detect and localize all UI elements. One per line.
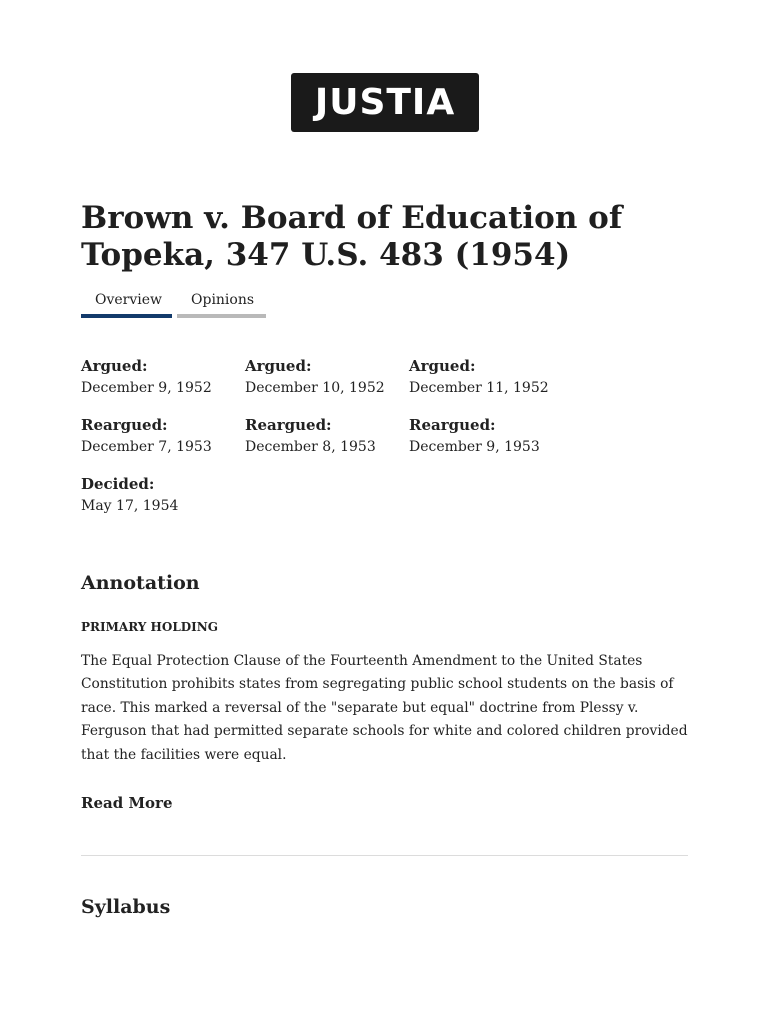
case-dates <box>81 355 571 517</box>
date-value: December 11, 1952 <box>409 380 549 396</box>
read-more-link[interactable]: Read More <box>81 794 173 812</box>
date-entry <box>81 414 245 458</box>
justia-logo[interactable] <box>291 73 479 132</box>
date-label: Reargued: <box>245 416 332 434</box>
date-entry <box>409 355 571 399</box>
date-entry <box>245 355 409 399</box>
date-label: Reargued: <box>409 416 496 434</box>
date-value: May 17, 1954 <box>81 498 179 514</box>
page-title: Brown v. Board of Education of Topeka, 347 U.S. 483 (1954) <box>81 200 623 273</box>
tab-opinions[interactable]: Opinions <box>177 290 266 318</box>
date-label: Argued: <box>245 357 312 375</box>
date-entry <box>245 414 409 458</box>
date-label: Decided: <box>81 475 155 493</box>
tab-overview[interactable]: Overview <box>81 290 172 318</box>
date-entry <box>409 414 571 458</box>
primary-holding-text: The Equal Protection Clause of the Fourteenth Amendment to the United States Constitution prohibits states from segregating public school students on the basis of race. This marked a reversal of the "separate but equal" doctrine from Plessy v. Ferguson that had permitted separate schools for white and colored children provided that the facilities were equal. <box>81 653 688 763</box>
date-label: Argued: <box>409 357 476 375</box>
section-divider <box>81 855 688 856</box>
date-value: December 9, 1952 <box>81 380 212 396</box>
date-value: December 10, 1952 <box>245 380 385 396</box>
date-value: December 8, 1953 <box>245 439 376 455</box>
case-tabs <box>81 290 266 318</box>
date-value: December 9, 1953 <box>409 439 540 455</box>
date-label: Reargued: <box>81 416 168 434</box>
date-label: Argued: <box>81 357 148 375</box>
annotation-heading: Annotation <box>81 572 200 594</box>
primary-holding-label: PRIMARY HOLDING <box>81 620 219 634</box>
syllabus-heading: Syllabus <box>81 896 171 918</box>
date-entry <box>81 355 245 399</box>
logo-text: JUSTIA <box>314 81 456 123</box>
date-entry <box>81 473 245 517</box>
date-value: December 7, 1953 <box>81 439 212 455</box>
